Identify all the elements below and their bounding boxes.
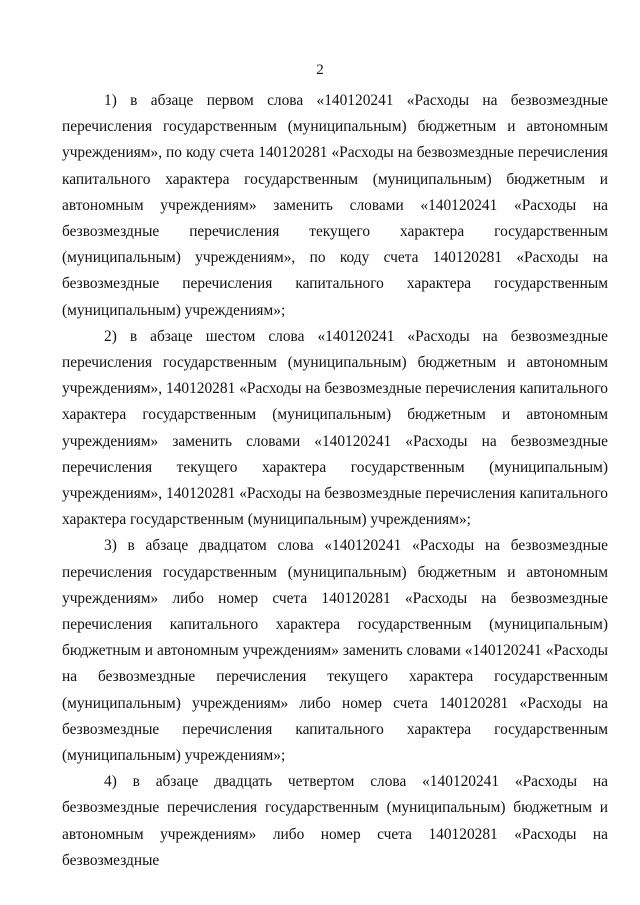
paragraph-item-4: 4) в абзаце двадцать четвертом слова «140120241 «Расходы на безвозмездные перечисления государственным (муниципальным) бюджетным и автономным учреждениям» либо номер счета 140120281 «Расходы на безвозмездные — [62, 773, 608, 869]
paragraph-item-2: 2) в абзаце шестом слова «140120241 «Расходы на безвозмездные перечисления государственным (муниципальным) бюджетным и автономным учреждениям», 140120281 «Расходы на безвозмездные перечисления капитального характера государственным (муниципальным) бюджетным и автономным учреждениям» заменить словами «140120241 «Расходы на безвозмездные перечисления текущего характера государственным (муниципальным) учреждениям», 140120281 «Расходы на безвозмездные перечисления капитального характера государственным (муниципальным) учреждениям»; — [62, 327, 608, 529]
paragraph-item-1: 1) в абзаце первом слова «140120241 «Расходы на безвозмездные перечисления государственным (муниципальным) бюджетным и автономным учреждениям», по коду счета 140120281 «Расходы на безвозмездные перечисления капитального характера государственным (муниципальным) бюджетным и автономным учреждениям» заменить словами «140120241 «Расходы на безвозмездные перечисления текущего характера государственным (муниципальным) учреждениям», по коду счета 140120281 «Расходы на безвозмездные перечисления капитального характера государственным (муниципальным) учреждениям»; — [62, 92, 608, 319]
document-body — [62, 88, 608, 874]
page-number: 2 — [316, 62, 324, 78]
paragraph-item-3: 3) в абзаце двадцатом слова «140120241 «Расходы на безвозмездные перечисления государственным (муниципальным) бюджетным и автономным учреждениям» либо номер счета 140120281 «Расходы на безвозмездные перечисления капитального характера государственным (муниципальным) бюджетным и автономным учреждениям» заменить словами «140120241 «Расходы на безвозмездные перечисления текущего характера государственным (муниципальным) учреждениям» либо номер счета 140120281 «Расходы на безвозмездные перечисления капитального характера государственным (муниципальным) учреждениям»; — [62, 537, 608, 765]
